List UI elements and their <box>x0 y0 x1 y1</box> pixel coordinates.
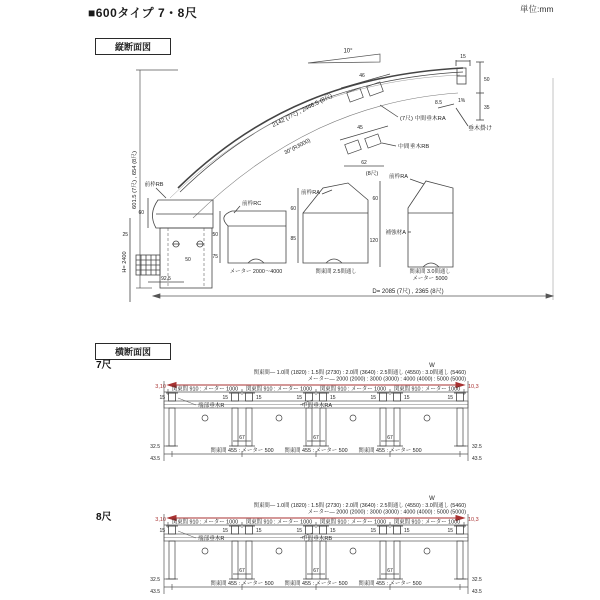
s2-dim-top: 50 <box>212 232 218 238</box>
w-label: W <box>429 363 435 369</box>
s2-dim-bot: 75 <box>212 254 218 260</box>
leg-dim-67: 67 <box>239 435 245 441</box>
maewaku-ra3-label: 前枠RA <box>301 190 320 196</box>
span-meter-text: メーター— 2000 (2000) : 3000 (3000) : 4000 (4000) : 5000 (5000) <box>307 376 466 383</box>
span-kanto-text: 関東間— 1.0間 (1820) : 1.5間 (2730) : 2.0間 (3640) : 2.5間通し (4550) : 3.0間通し (5460) <box>253 503 466 509</box>
rafter-dim-15: 15 <box>256 395 262 401</box>
module-dim: 関東間 910 : メーター 1000 <box>171 386 239 393</box>
leg-dim-67: 67 <box>313 568 319 574</box>
post-dim-925: 92.5 <box>161 276 171 282</box>
rafter-dim-15: 15 <box>296 528 302 534</box>
edge-dim-325: 32.5 <box>472 577 482 583</box>
caption-meter: メーター 2000〜4000 <box>229 269 283 275</box>
span-kanto-text: 関東間— 1.0間 (1820) : 1.5間 (2730) : 2.0間 (3640) : 2.5間通し (4550) : 3.0間通し (5460) <box>253 370 466 376</box>
depth-dimension-text: D= 2085 (7尺) , 2365 (8尺) <box>372 289 444 295</box>
cross-section-7 <box>0 361 600 471</box>
post-dim-50: 50 <box>185 257 191 263</box>
cross-section-8 <box>0 494 600 600</box>
leg-dim-67: 67 <box>387 435 393 441</box>
w-left-end: 3,10 <box>155 384 166 390</box>
hokyo-a-label: 補強材A <box>385 230 406 236</box>
module-dim: 関東間 910 : メーター 1000 <box>319 519 387 526</box>
module-dim: 関東間 910 : メーター 1000 <box>171 519 239 526</box>
rafter-dim-15: 15 <box>256 528 262 534</box>
rafter-dim-15: 15 <box>404 395 410 401</box>
arc-note-text: 30°(R3000) <box>283 137 312 157</box>
post-dim-60: 60 <box>138 210 144 216</box>
caption-kanto30: 関東間 3.0間通し <box>409 269 451 275</box>
post-group <box>130 188 213 302</box>
mid-rafter-label: 中間垂木RA <box>302 403 333 409</box>
detail8-dim-45: 45 <box>357 125 363 131</box>
mid-rafter-detail-8 <box>340 126 396 166</box>
edge-dim-435: 43.5 <box>150 589 160 595</box>
tip-slope-pct: 1% <box>458 98 466 104</box>
rafter-dim-15: 15 <box>330 395 336 401</box>
detail8-dim-62: 62 <box>361 160 367 166</box>
rafter-dim-15: 15 <box>447 528 453 534</box>
spacing-dim: 関東間 455 : メーター 500 <box>210 448 274 454</box>
rafter-dim-15: 15 <box>404 528 410 534</box>
cross-section-box-label: 横断面図 <box>114 347 151 357</box>
leg-dim-67: 67 <box>313 435 319 441</box>
row-label-7: 7尺 <box>96 360 112 371</box>
rafter-dim-15: 15 <box>222 528 228 534</box>
module-dim: 関東間 910 : メーター 1000 <box>393 519 461 526</box>
s3-dim-top: 60 <box>290 206 296 212</box>
row-label-8: 8尺 <box>96 512 112 523</box>
rafter-dim-15: 15 <box>330 528 336 534</box>
page-title: ■600タイプ 7・8尺 <box>88 6 198 20</box>
leg-dim-67: 67 <box>239 568 245 574</box>
front-frame-rc <box>220 206 286 263</box>
leg-dim-67: 67 <box>387 568 393 574</box>
edge-dim-435: 43.5 <box>150 456 160 462</box>
post-height-text: H= 2400 <box>122 251 128 273</box>
maewaku-rc-label: 前枠RC <box>242 201 262 207</box>
module-dim: 関東間 910 : メーター 1000 <box>245 519 313 526</box>
slope-indicator <box>308 54 380 63</box>
maewaku-rb-label: 前枠RB <box>144 182 164 188</box>
arc-length-text: 2142 (7尺) , 2446.5 (8尺) <box>271 93 334 129</box>
s4-dim-top: 60 <box>372 196 378 202</box>
tarukikake-label: 垂木掛け <box>468 126 493 132</box>
s3-dim-bot: 85 <box>290 236 296 242</box>
detail8-size-label: (8尺) <box>365 171 379 177</box>
maewaku-ra4-label: 前枠RA <box>389 174 408 180</box>
vertical-section-box-label: 縦断面図 <box>114 42 151 52</box>
w-label: W <box>429 496 435 502</box>
caption-kanto25: 関東間 2.5間通し <box>315 269 357 275</box>
edge-dim-325: 32.5 <box>472 444 482 450</box>
s4-dim-bot: 120 <box>369 238 378 244</box>
tip-dim-50: 50 <box>484 77 490 83</box>
mid-rafter-label: 中間垂木RB <box>302 536 333 542</box>
mid-rafter-7-label: (7尺) 中間垂木RA <box>400 116 446 122</box>
tip-dim-35: 35 <box>484 105 490 111</box>
rafter-dim-15: 15 <box>447 395 453 401</box>
mid-rafter-8-label: 中間垂木RB <box>398 144 430 150</box>
edge-dim-325: 32.5 <box>150 577 160 583</box>
module-dim: 関東間 910 : メーター 1000 <box>393 386 461 393</box>
spacing-dim: 関東間 455 : メーター 500 <box>210 581 274 587</box>
spacing-dim: 関東間 455 : メーター 500 <box>358 581 422 587</box>
depth-dimension <box>153 78 553 300</box>
module-dim: 関東間 910 : メーター 1000 <box>245 386 313 393</box>
slope-text: 10° <box>343 48 353 55</box>
spacing-dim: 関東間 455 : メーター 500 <box>284 581 348 587</box>
spacing-dim: 関東間 455 : メーター 500 <box>358 448 422 454</box>
vertical-section-drawing <box>108 48 600 348</box>
tip-dim-85: 8.5 <box>435 100 442 106</box>
edge-dim-325: 32.5 <box>150 444 160 450</box>
end-rafter-label: 端部垂木R <box>198 403 225 409</box>
post-dim-25: 25 <box>122 232 128 238</box>
rafter-dim-15: 15 <box>296 395 302 401</box>
edge-dim-435: 43.5 <box>472 589 482 595</box>
w-left-end: 3,10 <box>155 517 166 523</box>
rafter-dim-15: 15 <box>370 528 376 534</box>
tip-width-dim: 15 <box>460 54 466 60</box>
end-rafter-label: 端部垂木R <box>198 536 225 542</box>
w-right-end: 10,3 <box>468 517 479 523</box>
rafter-dim-15: 15 <box>222 395 228 401</box>
edge-dim-435: 43.5 <box>472 456 482 462</box>
detail7-dim-46: 46 <box>359 73 365 79</box>
spacing-dim: 関東間 455 : メーター 500 <box>284 448 348 454</box>
rafter-dim-15: 15 <box>159 528 165 534</box>
height-dimension-text: 601.5 (7尺) , 654 (8尺) <box>132 151 138 209</box>
front-frame-ra-30 <box>380 179 453 267</box>
caption-meter5000: メーター 5000 <box>412 276 448 282</box>
span-meter-text: メーター— 2000 (2000) : 3000 (3000) : 4000 (4000) : 5000 (5000) <box>307 509 466 516</box>
rafter-dim-15: 15 <box>159 395 165 401</box>
module-dim: 関東間 910 : メーター 1000 <box>319 386 387 393</box>
rafter-dim-15: 15 <box>370 395 376 401</box>
unit-label: 単位:mm <box>520 4 554 14</box>
w-right-end: 10,3 <box>468 384 479 390</box>
